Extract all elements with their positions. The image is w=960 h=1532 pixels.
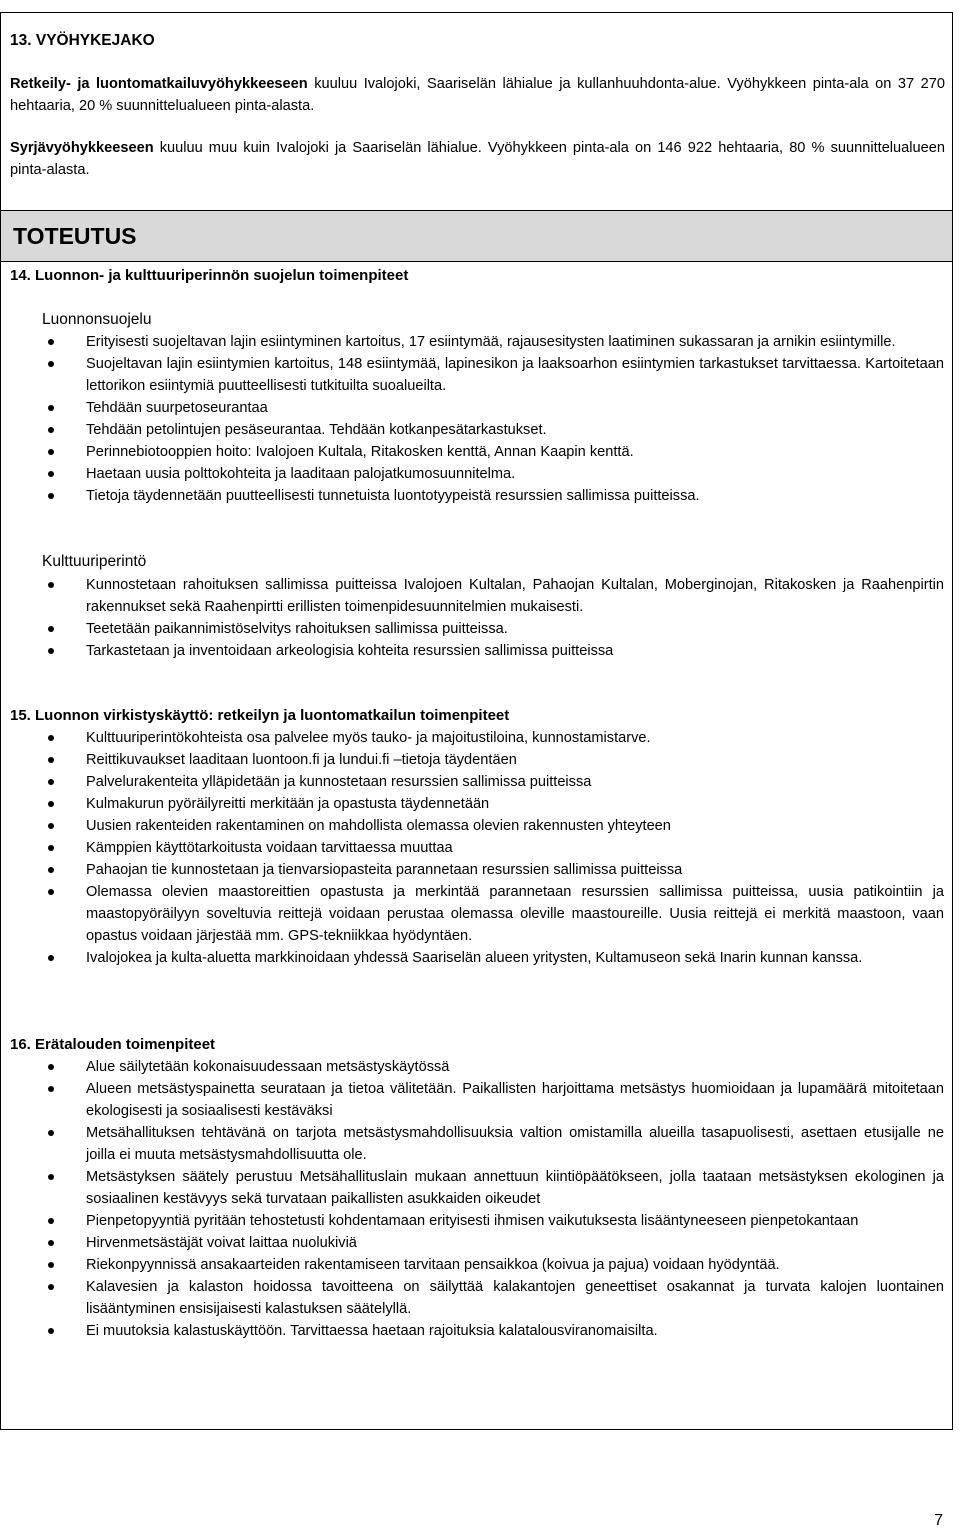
list-item: Kalavesien ja kalaston hoidossa tavoitteena on säilyttää kalakantojen geneettiset osakannat ja turvata kalojen luontainen lisääntyminen ensisijaisesti kalastuksen säätelyllä. [44, 1276, 944, 1320]
list-item: Suojeltavan lajin esiintymien kartoitus, 148 esiintymää, lapinesikon ja laaksoarhon esiintymien tarkastukset tarvittaessa. Kartoitetaan lettorikon esiintymiä puutteellisesti tutkituilta suoalueilta. [44, 353, 944, 397]
banner-title: TOTEUTUS [13, 223, 137, 249]
zone-text-remote: kuuluu muu kuin Ivalojoki ja Saariselän lähialue. Vyöhykkeen pinta-ala on 146 922 hehtaaria, 80 % suunnittelualueen pinta-alasta. [10, 140, 945, 178]
zone-name-remote: Syrjävyöhykkeeseen [10, 140, 154, 156]
list-item: Teetetään paikannimistöselvitys rahoituksen sallimissa puitteissa. [44, 618, 944, 640]
section-13-title: 13. VYÖHYKEJAKO [10, 32, 155, 49]
list-item: Riekonpyynnissä ansakaarteiden rakentamiseen tarvitaan pensaikkoa (koivua ja pajua) voidaan hyödyntää. [44, 1254, 944, 1276]
section-16-title: 16. Erätalouden toimenpiteet [10, 1036, 216, 1053]
list-item: Uusien rakenteiden rakentaminen on mahdollista olemassa olevien rakennusten yhteyteen [44, 815, 944, 837]
list-section-16 [44, 1056, 944, 1342]
list-item: Haetaan uusia polttokohteita ja laaditaan palojatkumosuunnitelma. [44, 463, 944, 485]
list-item: Tehdään suurpetoseurantaa [44, 397, 944, 419]
list-item: Reittikuvaukset laaditaan luontoon.fi ja lundui.fi –tietoja täydentäen [44, 749, 944, 771]
list-item: Metsästyksen säätely perustuu Metsähallituslain mukaan annettuun kiintiöpäätökseen, jolla taataan metsästyksen ekologinen ja sosiaalinen kestävyys sekä turvataan paikallisten asukkaiden oikeudet [44, 1166, 944, 1210]
zone-name-recreation: Retkeily- ja luontomatkailuvyöhykkeeseen [10, 76, 308, 92]
section-15-title: 15. Luonnon virkistyskäyttö: retkeilyn ja luontomatkailun toimenpiteet [10, 707, 510, 724]
list-item: Perinnebiotooppien hoito: Ivalojoen Kultala, Ritakosken kenttä, Annan Kaapin kenttä. [44, 441, 944, 463]
section-14-title: 14. Luonnon- ja kulttuuriperinnön suojelun toimenpiteet [10, 267, 409, 284]
list-item: Pahaojan tie kunnostetaan ja tienvarsiopasteita parannetaan resurssien sallimissa puitteissa [44, 859, 944, 881]
list-kulttuuriperinto [44, 574, 944, 662]
zone-paragraph-recreation [10, 73, 945, 117]
list-item: Kulttuuriperintökohteista osa palvelee myös tauko- ja majoitustiloina, kunnostamistarve. [44, 727, 944, 749]
list-item: Alueen metsästyspainetta seurataan ja tietoa välitetään. Paikallisten harjoittama metsästys huomioidaan ja lupamäärä mitoitetaan ekologisesti ja sosiaalisesti kestäväksi [44, 1078, 944, 1122]
zone-text-recreation: kuuluu Ivalojoki, Saariselän lähialue ja kullanhuuhdonta-alue. Vyöhykkeen pinta-ala on 37 270 hehtaaria, 20 % suunnittelualueen pinta-alasta. [10, 76, 945, 114]
list-item: Kulmakurun pyöräilyreitti merkitään ja opastusta täydennetään [44, 793, 944, 815]
toteutus-banner [1, 210, 952, 262]
list-item: Tarkastetaan ja inventoidaan arkeologisia kohteita resurssien sallimissa puitteissa [44, 640, 944, 662]
list-item: Erityisesti suojeltavan lajin esiintyminen kartoitus, 17 esiintymää, rajausesitysten laatiminen sukassaran ja arnikin esiintymille. [44, 331, 944, 353]
list-item: Metsähallituksen tehtävänä on tarjota metsästysmahdollisuuksia valtion omistamilla alueilla tasapuolisesti, asettaen etusijalle ne joilla ei muuta metsästysmahdollisuutta ole. [44, 1122, 944, 1166]
list-item: Pienpetopyyntiä pyritään tehostetusti kohdentamaan erityisesti ihmisen vaikutuksesta lisääntyneeseen pienpetokantaan [44, 1210, 944, 1232]
subheading-luonnonsuojelu: Luonnonsuojelu [42, 311, 152, 328]
list-item: Tietoja täydennetään puutteellisesti tunnetuista luontotyypeistä resurssien sallimissa puitteissa. [44, 485, 944, 507]
list-item: Hirvenmetsästäjät voivat laittaa nuolukiviä [44, 1232, 944, 1254]
subheading-kulttuuriperinto: Kulttuuriperintö [42, 553, 147, 570]
list-item: Palvelurakenteita ylläpidetään ja kunnostetaan resurssien sallimissa puitteissa [44, 771, 944, 793]
list-item: Kunnostetaan rahoituksen sallimissa puitteissa Ivalojoen Kultalan, Pahaojan Kultalan, Moberginojan, Ritakosken ja Raahenpirtin rakennukset sekä Raahenpirtti erillisten toimenpidesuunnitelmien mukaisesti. [44, 574, 944, 618]
list-item: Tehdään petolintujen pesäseurantaa. Tehdään kotkanpesätarkastukset. [44, 419, 944, 441]
list-item: Ivalojokea ja kulta-aluetta markkinoidaan yhdessä Saariselän alueen yritysten, Kultamuseon sekä Inarin kunnan kanssa. [44, 947, 944, 969]
page-number: 7 [934, 1512, 943, 1529]
zone-paragraph-remote [10, 137, 945, 181]
list-item: Olemassa olevien maastoreittien opastusta ja merkintää parannetaan resurssien sallimissa puitteissa, uusia patikointiin ja maastopyöräilyyn soveltuvia reittejä voidaan perustaa olemassa oleville maastoureille. Uusia reittejä ei merkitä maastoon, vaan opastus voidaan järjestää mm. GPS-tekniikkaa hyödyntäen. [44, 881, 944, 947]
list-item: Ei muutoksia kalastuskäyttöön. Tarvittaessa haetaan rajoituksia kalatalousviranomaisilta. [44, 1320, 944, 1342]
list-item: Alue säilytetään kokonaisuudessaan metsästyskäytössä [44, 1056, 944, 1078]
list-luonnonsuojelu [44, 331, 944, 507]
list-item: Kämppien käyttötarkoitusta voidaan tarvittaessa muuttaa [44, 837, 944, 859]
list-section-15 [44, 727, 944, 969]
